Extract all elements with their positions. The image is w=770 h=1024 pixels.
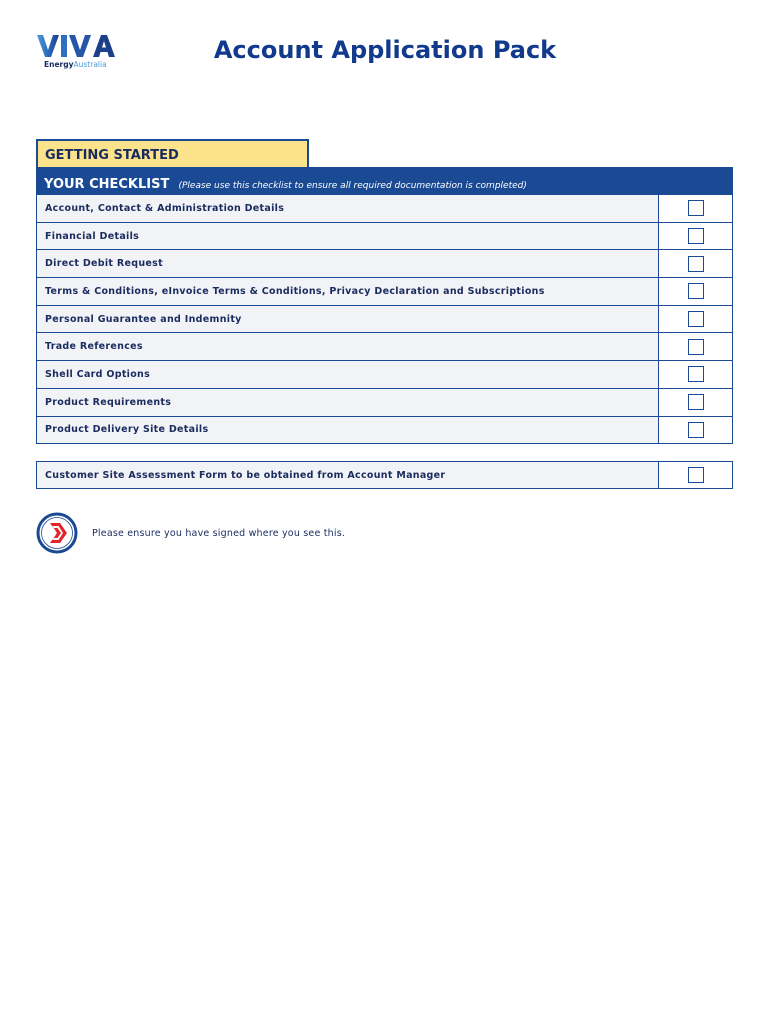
checklist-row — [37, 195, 732, 223]
chevron-right-circle-icon — [36, 512, 78, 554]
checklist-table — [36, 195, 733, 444]
checklist-row — [37, 333, 732, 361]
checklist-item-label: Direct Debit Request — [45, 258, 163, 270]
checkbox-cell — [658, 223, 732, 250]
checklist-item-label: Trade References — [45, 341, 143, 353]
signature-note-text: Please ensure you have signed where you see this. — [92, 527, 346, 539]
checklist-checkbox[interactable] — [688, 339, 704, 355]
checklist-item-label: Account, Contact & Administration Details — [45, 202, 285, 214]
assessment-label: Customer Site Assessment Form to be obtained from Account Manager — [45, 469, 446, 481]
checkbox-cell — [658, 250, 732, 277]
checklist-row — [37, 250, 732, 278]
checkbox-cell — [658, 389, 732, 416]
checklist-checkbox[interactable] — [688, 366, 704, 382]
checkbox-cell — [658, 462, 732, 488]
assessment-row — [36, 461, 733, 489]
checklist-item-label: Personal Guarantee and Indemnity — [45, 313, 242, 325]
checklist-checkbox[interactable] — [688, 311, 704, 327]
page-title: Account Application Pack — [213, 36, 557, 64]
checklist-row — [37, 306, 732, 334]
checkbox-cell — [658, 306, 732, 333]
checklist-checkbox[interactable] — [688, 422, 704, 438]
checkbox-cell — [658, 195, 732, 222]
checklist-row — [37, 417, 732, 444]
checklist-row — [37, 389, 732, 417]
checkbox-cell — [658, 361, 732, 388]
assessment-checkbox[interactable] — [688, 467, 704, 483]
checklist-checkbox[interactable] — [688, 228, 704, 244]
logo-subtitle: EnergyAustralia — [44, 60, 107, 69]
signature-note — [36, 512, 345, 554]
section-label: GETTING STARTED — [36, 139, 309, 167]
checklist-row — [37, 223, 732, 251]
checklist-checkbox[interactable] — [688, 283, 704, 299]
checklist-checkbox[interactable] — [688, 256, 704, 272]
checklist-title: YOUR CHECKLIST — [44, 177, 170, 192]
checklist-note: (Please use this checklist to ensure all required documentation is completed) — [178, 181, 527, 191]
checklist-checkbox[interactable] — [688, 200, 704, 216]
checkbox-cell — [658, 417, 732, 444]
checklist-item-label: Product Delivery Site Details — [45, 424, 209, 436]
checklist-item-label: Product Requirements — [45, 396, 172, 408]
checklist-row — [37, 278, 732, 306]
checklist-checkbox[interactable] — [688, 394, 704, 410]
checkbox-cell — [658, 278, 732, 305]
checklist-header — [36, 167, 733, 195]
checklist-row — [37, 361, 732, 389]
checkbox-cell — [658, 333, 732, 360]
checklist-item-label: Financial Details — [45, 230, 140, 242]
checklist-item-label: Shell Card Options — [45, 368, 151, 380]
checklist-item-label: Terms & Conditions, eInvoice Terms & Conditions, Privacy Declaration and Subscriptions — [45, 285, 545, 297]
